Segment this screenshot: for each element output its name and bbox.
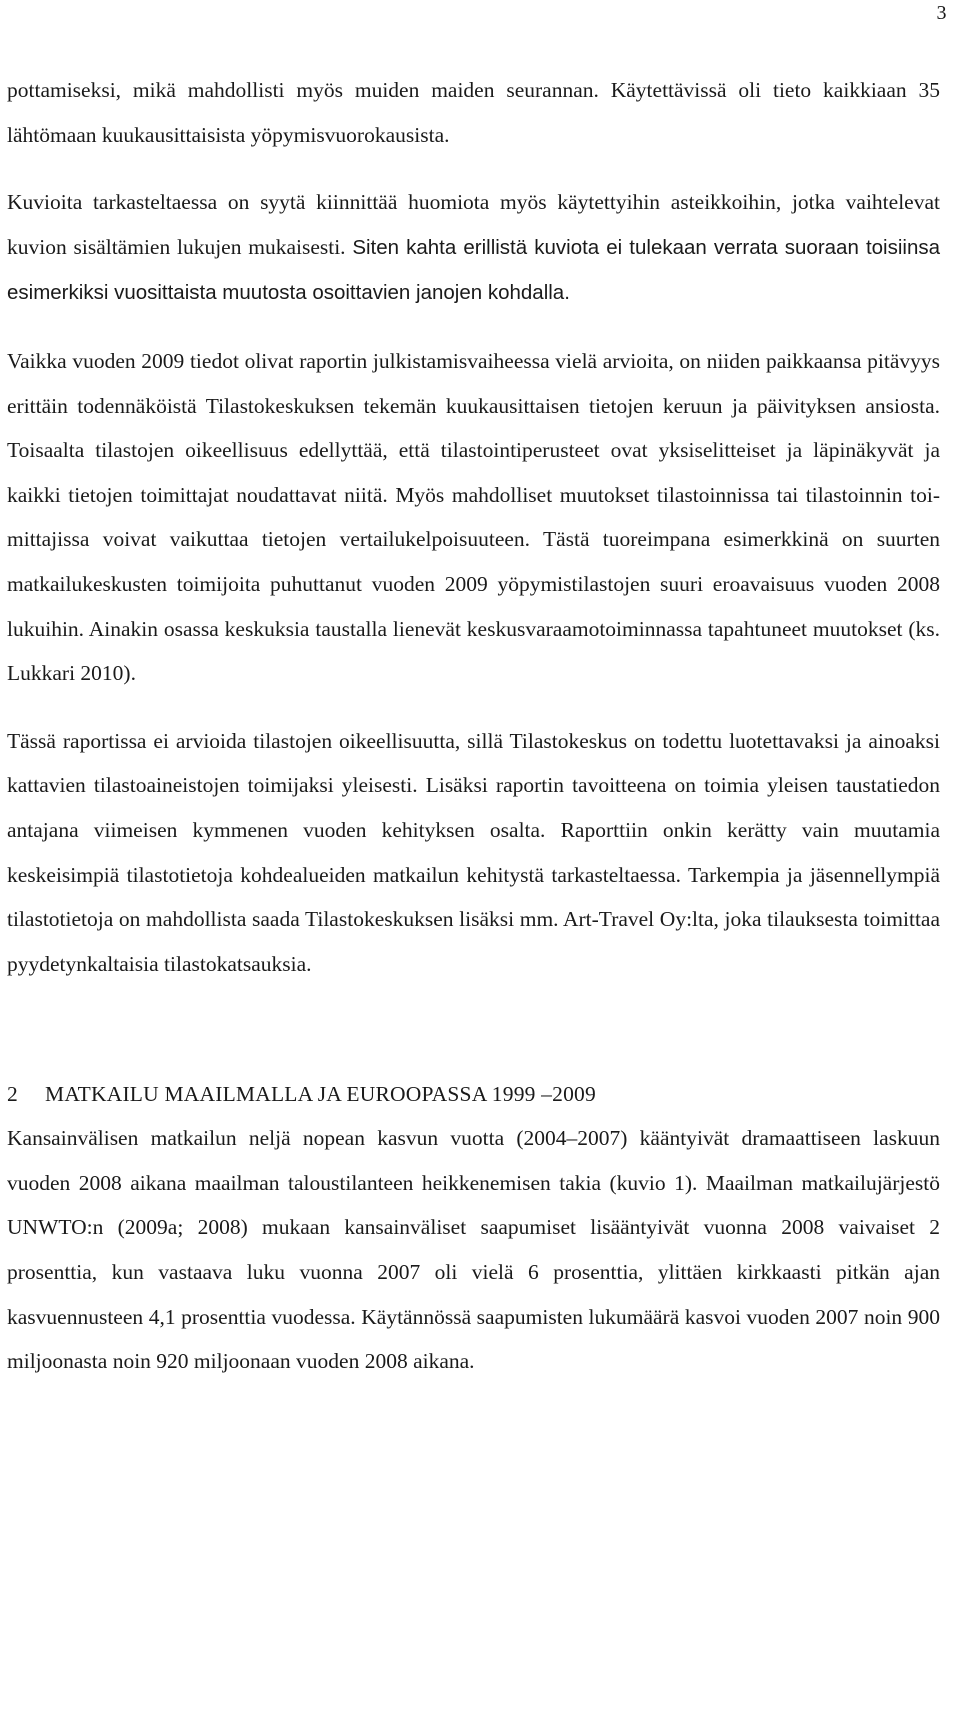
- section-number: 2: [7, 1082, 18, 1107]
- section-heading: [7, 1072, 940, 1116]
- paragraph-world-tourism: Kansainvälisen matkailun neljä nopean kasvun vuotta (2004–2007) kääntyivät dramaattiseen laskuun vuoden 2008 aikana maailman taloustilanteen heikkenemisen takia (kuvio 1). Maailman matkailujärjestö UNWTO:n (2009a; 2008) mukaan kansainväliset saapumiset lisääntyivät vuonna 2008 vaivaiset 2 prosenttia, kun vastaava luku vuonna 2007 oli vielä 6 prosenttia, ylittäen kirkkaasti pitkän ajan kasvuennusteen 4,1 prosenttia vuodessa. Käytännössä saapumisten lukumäärä kasvoi vuoden 2007 noin 900 miljoonasta noin 920 miljoonaan vuoden 2008 aikana.: [7, 1126, 940, 1374]
- page-number: 3: [936, 2, 947, 24]
- paragraph-report-scope: Tässä raportissa ei arvioida tilastojen oikeellisuutta, sillä Tilastokeskus on todettu luotettavaksi ja ainoaksi kattavien tilastoaineistojen toimijaksi yleisesti. Lisäksi raportin tavoitteena on toimia yleisen taustatiedon antajana viimeisen kymmenen vuoden kehityksen osalta. Raporttiin onkin kerätty vain muutamia keskeisimpiä tilastotietoja kohdealueiden matkailun kehitystä tarkasteltaessa. Tarkempia ja jäsennellympiä tilastotietoja on mahdollista saada Tilastokeskuksen lisäksi mm. Art-Travel Oy:lta, joka tilauksesta toimittaa pyydetynkaltaisia tilastokatsauksia.: [7, 728, 940, 976]
- paragraph-data-reliability: Vaikka vuoden 2009 tiedot olivat raportin julkistamisvaiheessa vielä arvioita, on niiden paikkaansa pitävyys erittäin todennäköistä Tilastokeskuksen tekemän kuukausittaisen tietojen keruun ja päivityksen ansiosta. Toisaalta tilastojen oikeellisuus edellyttää, että tilastointiperusteet ovat yksiselitteiset ja läpinäkyvät ja kaikki tietojen toimittajat noudattavat niitä. Myös mahdolliset muutokset tilastoinnissa tai tilastoinnin toimittajissa voivat vaikuttaa tietojen vertailukelpoisuuteen. Tästä tuoreimpana esimerkkinä on suurten matkailukeskusten toimijoita puhuttanut vuoden 2009 yöpymistilastojen suuri eroavaisuus vuoden 2008 lukuihin. Ainakin osassa keskuksia taustalla lienevät keskusvaraamotoiminnassa tapahtuneet muutokset (ks. Lukkari 2010).: [7, 348, 940, 686]
- paragraph-methodology-end: pottamiseksi, mikä mahdollisti myös muiden maiden seurannan. Käytettävissä oli tieto kaikkiaan 35 lähtömaan kuukausittaisista yöpymisvuorokausista.: [7, 78, 940, 147]
- document-body: [7, 68, 940, 1384]
- paragraph-figure-scales-serif: Kuvioita tarkasteltaessa on syytä kiinnittää huomiota myös käytettyihin asteikkoihin, jotka vaihtelevat kuvion sisältämien lukujen mukaisesti.: [7, 190, 940, 259]
- paragraph-figure-scales-sans: Siten kahta erillistä kuviota ei tulekaan verrata suoraan toisiinsa esimerkiksi vuosittaista muutosta osoittavien janojen kohdalla.: [7, 235, 941, 305]
- paragraph-figure-scales: [7, 180, 940, 316]
- section-title: MATKAILU MAAILMALLA JA EUROOPASSA 1999 –2009: [45, 1082, 596, 1107]
